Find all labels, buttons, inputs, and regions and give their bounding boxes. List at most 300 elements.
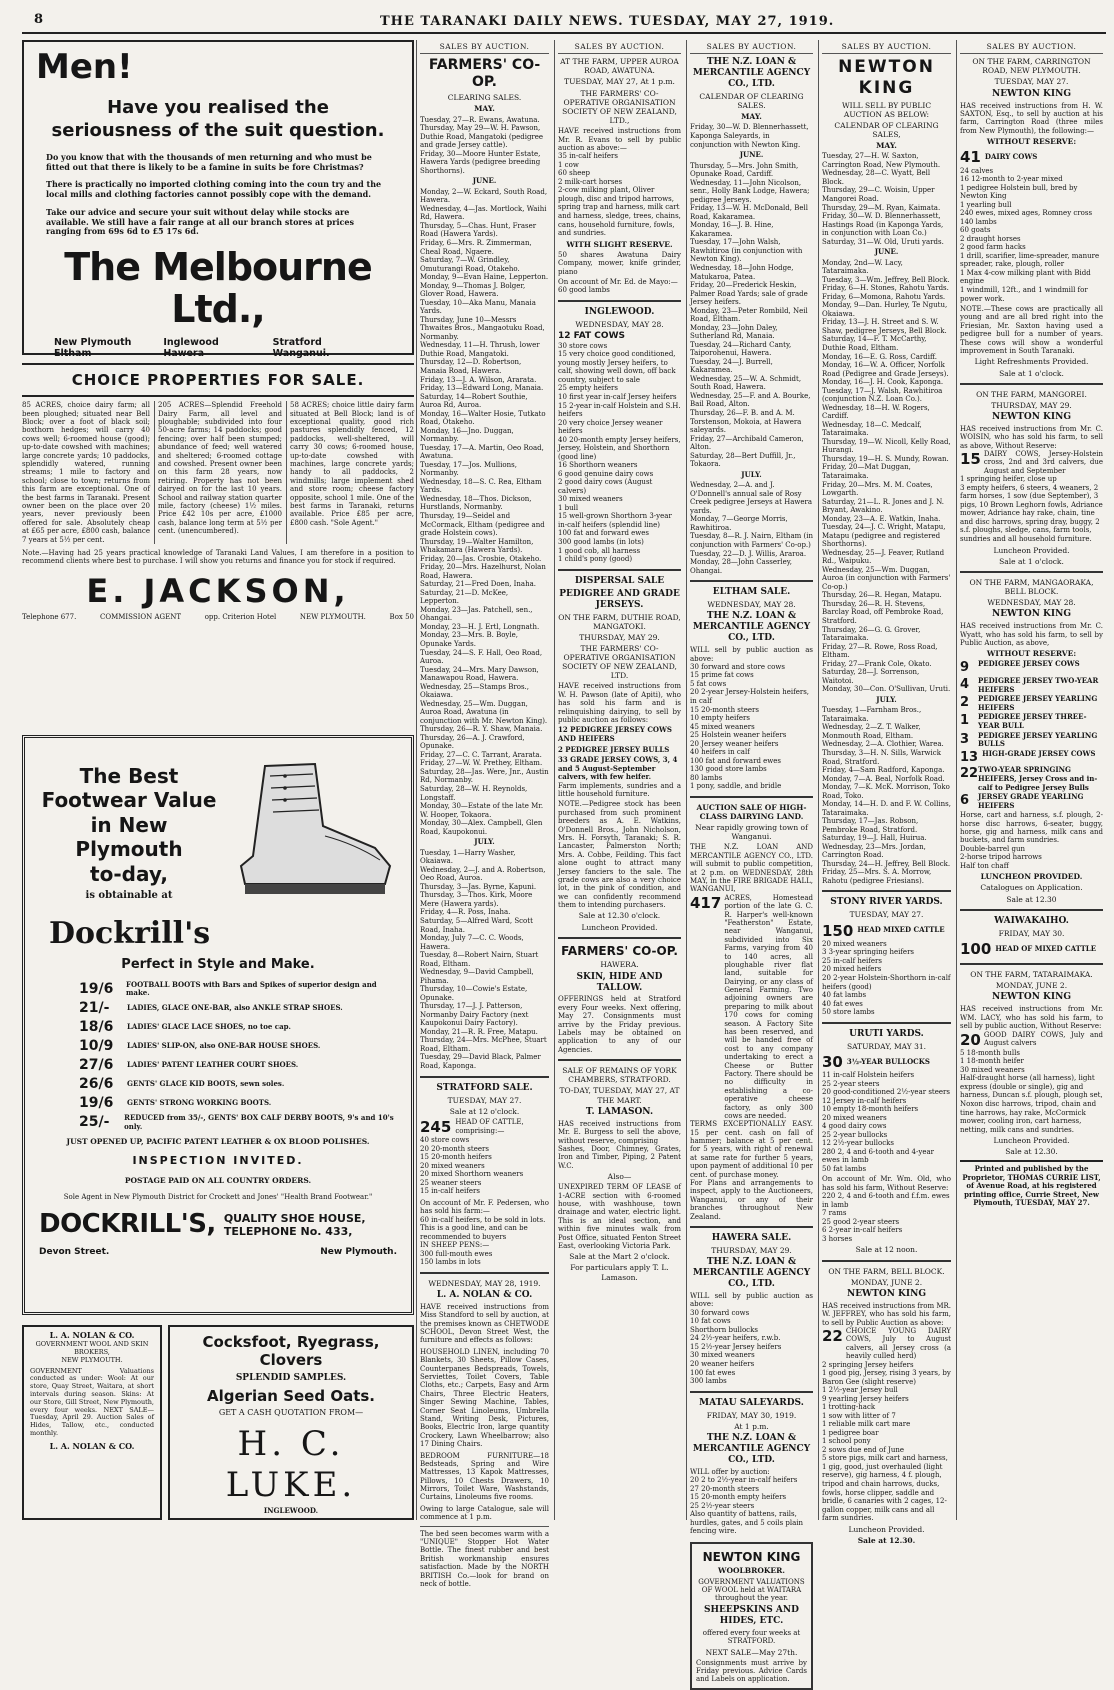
lot-item: 25 2½-year steers [690,1501,755,1510]
sale-entry: Friday, 13—J. H. Street and S. W. Shaw, pedigree Jerseys, Bell Block. [822,318,947,335]
lot-number: 15 [960,450,981,469]
lot-list [960,1049,1103,1134]
lot-item: 1 2½-year Jersey bull [822,1386,898,1395]
ad-para: There is practically no imported clothing coming into the coun try and the local mills and clothing factories cannot possibly cope with the demand. [46,179,382,200]
column-header: SALES BY AUCTION. [960,42,1103,54]
section-title: CHOICE PROPERTIES FOR SALE. [22,363,414,397]
sale-title: SALE OF REMAINS OF YORK CHAMBERS, STRATFORD. [562,1066,677,1085]
lot-item: 1 reliable milk cart mare [822,1420,911,1429]
lot-item: 10 empty heifers [690,714,750,723]
sale-entry: Thursday, 5—Mrs. John Smith, Opunake Road, Cardiff. [690,161,799,179]
lot-text: Half ton chaff [960,861,1009,870]
lot-item: 1 cow [558,160,579,169]
newton-king-wool-ad [690,1542,813,1690]
sale-entry: JUNE. [874,247,899,257]
price-desc: LADIES' PATENT LEATHER COURT SHOES. [127,1060,299,1070]
lot-item: 15 20-month steers [690,705,759,714]
column-header: SALES BY AUCTION. [822,42,951,54]
price-desc: LADIES, GLACE ONE-BAR, also ANKLE STRAP SHOES. [127,1002,343,1012]
sale-entry: Friday, 6—H. Stones, Rahotu Yards. [822,284,949,293]
sale-entry: Wednesday, 18—H. W. Rogers, Cardiff. [822,403,930,421]
section-sub: CALENDAR OF CLEARING SALES. [699,92,804,111]
branch: Wanganui. [272,348,330,360]
auctioneer-title: NEWTON KING [991,88,1072,99]
sale-entry: Monday, 23—A. E. Watkin, Inaha. [822,514,941,523]
lot-item: 1 good cob, all harness [558,546,641,555]
sale-title: WAIWAKAIHO. [994,915,1069,926]
lot-item: 5 store pigs, milk cart and harness, 1 gig, good, just overhauled (light reserve), gig harness, 4 f. plough, tripod and chain harrows, ducks, fowls, horse clipper, saddle and bridle, 6 canaries with 2 cages, 12-gallon copper, milk cans and all farm sundries. [822,1454,948,1523]
sale-time: Sale at 12 noon. [855,1245,918,1255]
lot-item: 1 good pig, Jersey, rising 3 years, by Baron Gee (slight reserve) [822,1369,951,1386]
lot-item: 15 very choice good conditioned, young mostly Jersey heifers, to calf, showing well down, off back country, subject to sale [558,350,676,384]
sale-entry: Monday, 9—Dan. Hurley, Te Ngutu, Okaiawa. [822,301,948,318]
lot-item: 300 full-mouth ewes [420,1249,493,1258]
auction-column-2 [554,40,684,1520]
lot-item: 15 20-month empty heifers [690,1493,787,1502]
sale-entry: Friday, 27—Archibald Cameron, Alton. [690,434,804,452]
lot-row [960,695,1103,712]
lot-item: 50 fat lambs [822,1164,867,1173]
sale-body: HAVE received instructions from Mr. R. Evans to sell by public auction as above:— [558,127,681,152]
header-rule [22,32,1106,34]
branch: Hawera [163,348,205,360]
lot-text: PEDIGREE JERSEY YEARLING HEIFERS [978,694,1098,712]
price-desc: GENTS' STRONG WORKING BOOTS. [127,1098,272,1108]
ad-line: QUALITY SHOE HOUSE, [223,1211,366,1225]
sale-extra: Catalogues on Application. [980,883,1083,893]
lot-text: 60 good lambs [558,286,610,295]
month-label: MAY. [741,112,762,122]
sale-note: NOTE.—These cows are practically all young and are all bred right into the Friesian, Mr. Saxton having used a pedigree bull for a number of years. These cows will show a wonderful improvement in South Taranaki. [960,305,1103,355]
sale-location: AT THE FARM, UPPER AUROA ROAD, AWATUNA. [560,57,679,76]
sale-body: OFFERINGS held at Stratford every Four weeks. Next offering, May 27. Consignments must arrive by the Friday previous. Labels may be obtained on application to any of our Agencies. [558,995,681,1054]
sale-entry: Monday, 2nd—W. Lacy, Tataraimaka. [822,258,903,276]
lot-item: 5 fat cows [690,679,727,688]
sale-body: WILL offer by auction: [690,1467,770,1476]
sale-entry: Wednesday, 18—John Hodge, Matukaroa, Patea. [690,263,794,281]
sale-list [690,123,813,575]
ad-line: in New Plymouth [75,812,183,862]
price-desc: REDUCED from 35/-, GENTS' BOX CALF DERBY BOOTS, 9's and 10's only. [124,1113,394,1131]
lot-item: 240 ewes, mixed ages, Romney cross [960,209,1093,218]
ad-question: Have you realised the seriousness of the suit question. [51,97,385,142]
sale-title: DISPERSAL SALE [574,575,665,586]
sale-title: INGLEWOOD. [584,306,655,317]
lot-item: 40 store cows [420,1136,470,1145]
sale-date: TUESDAY, MAY 27, At 1 p.m. [564,77,675,87]
sale-entry: Friday, 20—Frederick Heskin, Palmer Road Yards; sale of grade Jersey heifers. [690,281,808,307]
sale-entry: Tuesday, 1—Farnham Bros., Tataraimaka. [822,706,922,723]
agent-note: Note.—Having had 25 years practical knowledge of Taranaki Land Values, I am therefore in a position to recommend clients where best to purchase. I will show you returns and finance you for stock if required. [22,548,414,566]
lot-number: 30 [822,1052,843,1071]
sale-date: TUESDAY, MAY 27. [994,77,1069,87]
lot-item: 15 in-calf heifers [420,1187,480,1196]
sale-terms: For Plans and arrangements to inspect, apply to the Auctioneers, Wanganui, or any of their branches throughout New Zealand. [690,1179,813,1221]
sale-entry: Wednesday, 4—Jas. Mortlock, Waihi Rd, Hawera. [420,204,547,222]
lot-item: 100 fat ewes [690,1368,736,1377]
sale-entry: Friday, 30—Moore Hunter Estate, Hawera Yards (pedigree breeding Shorthorns). [420,149,541,175]
sale-extra: Luncheon Provided. [993,545,1070,555]
lot-item: 220 2, 4 and 6-tooth and f.f.m. ewes in lamb [822,1192,950,1209]
lot-item: 15 2½-year Jersey heifers [690,1342,782,1351]
lot-text: Farm implements, sundries and a little household furniture. [558,781,681,799]
lot-item: 150 lambs in lots [420,1258,481,1267]
lot-row [960,713,1103,730]
lot-note: On account of Mr. F. Pedersen, who has sold his farm:— [420,1198,549,1216]
lot-item: 300 lambs [690,1377,727,1386]
lot-item: 1 pedigree Holstein bull, bred by Newton King [960,183,1078,201]
nolan-ad [22,1325,162,1520]
sale-date: FRIDAY, MAY 30, 1919. [706,1410,797,1420]
sale-entry: Monday, 23—H. J. Ertl, Longnath. [420,622,540,631]
sale-entry: Saturday, 14—Robert Southie, Auroa Rd, Auroa. [420,392,528,410]
property-listing: 205 ACRES—Splendid Freehold Dairy Farm, all level and ploughable; subdivided into four 50-acre farms; 14 paddocks; good fencing; over half been stumped; abundance of feed; well watered and sheltered; 6-roomed cottage and cowshed. Present owner been on this farm 28 years, now retiring. Property has not been dairyed on for the last 10 years. School and railway station quarter mile, factory (cheese) 1½ miles. Price £42 10s per acre, £1000 cash, balance long term at 5½ per cent. (unencumbered). [154,401,282,544]
lot-item: 3 horses [822,1234,853,1243]
dockrill-ad [22,735,414,1315]
lot-number: 22 [822,1326,843,1345]
lot-item: 1 windmill, 12ft., and 1 windmill for power work. [960,285,1088,303]
lot-text: DAIRY COWS, Jersey-Holstein cross, 2nd and 3rd calvers, due August and September [983,450,1103,475]
sale-entry: Thursday, 19—H. S. Mundy, Rowan. [822,454,949,463]
sale-entry: Wednesday, 25—Wm. Duggan, Auroa Road, Awatuna (in conjunction with Mr. Newton King). [420,699,548,725]
auctioneer-title: NEWTON KING [838,57,935,98]
lot-item: 12 2½-year bullocks [822,1139,895,1148]
sale-extra: LUNCHEON PROVIDED. [980,872,1083,882]
lot-list [822,940,951,1017]
lot-text: TWO-YEAR SPRINGING HEIFERS, Jersey Cross and in-calf to Pedigree Jersey Bulls [978,765,1098,792]
lot-number: 20 [960,1030,981,1049]
sale-entry: Thursday, 26—R. H. Stevens, Barclay Road, off Pembroke Road, Stratford. [822,599,944,625]
sale-entry: Friday, 25—Mrs. S. A. Morrow, Rahotu (pedigree Friesians). [822,868,932,885]
ad-line: TELEPHONE No. 433, [223,1225,353,1239]
sale-entry: Thursday, 26—R. Y. Shaw, Manaia. [420,725,543,734]
lot-number: 150 [822,921,854,940]
ad-line: JUST OPENED UP, PACIFIC PATENT LEATHER & OX BLOOD POLISHES. [66,1137,370,1147]
sale-title: STRATFORD SALE. [436,1082,533,1093]
lot-list [558,342,681,564]
lot-item: 35 in-calf heifers [558,152,618,161]
sale-title: AUCTION SALE OF HIGH-CLASS DAIRYING LAND. [696,802,807,821]
auction-column-5 [956,40,1106,1520]
auction-column-1 [416,40,552,1588]
sale-entry: Tuesday, 3—Wm. Jeffrey, Bell Block. [822,275,950,284]
lot-item: 11 in-calf Holstein heifers [822,1071,915,1080]
ad-line: The Best [79,764,179,788]
ad-line: SPLENDID SAMPLES. [235,1372,347,1383]
lot-text: GOOD DAIRY COWS, July and August calvers [983,1030,1103,1047]
sale-body: HAS received instructions from Mr. C. Wyatt, who has sold his farm, to sell by Public Auction, as above, [960,622,1103,647]
lot-number: 41 [960,148,981,167]
sale-entry: JULY. [741,469,762,479]
ad-tagline: Perfect in Style and Make. [121,956,315,972]
property-listing: 85 ACRES, choice dairy farm; all been ploughed; situated near Bell Block; over a foot of black soil; boxthorn hedges; will carry 40 cows well; 6-roomed house (good); up-to-date cowshed with machines; large concrete yards; 10 paddocks, splendidly watered, running streams; 1 mile to factory and school; close to town; returns from this farm are exceptional. One of the best farms in Taranaki. Present owner been on the place over 20 years, never previously been offered for sale. Absolutely cheap at £65 per acre, £800 cash, balance 7 years at 5½ per cent. [22,401,150,544]
ad-brand: Dockrill's [49,916,211,952]
lot-item: 6 good genuine dairy cows [558,469,654,478]
sale-entry: Monday, 23—John Daley, Sutherland Rd, Manaia. [690,323,778,341]
page-header [0,0,1114,30]
sale-entry: Thursday, 19—Seidel and McCormack, Eltham (pedigree and grade Holstein cows). [420,512,545,538]
sale-body: Consignments must arrive by Friday previous. Advice Cards and Labels on application. [696,1658,807,1684]
lot-item: 4 good dairy cows [822,1122,887,1131]
agent-loc: opp. Criterion Hotel [204,612,277,621]
lot-item: 15 2-year in-calf Holstein and S.H. heifers [558,401,681,419]
sale-sub: Near rapidly growing town of Wanganui. [695,823,808,842]
ad-body: GOVERNMENT Valuations conducted as under: Wool: At our store, Quay Street, Waitara, at short intervals during season. Skins: At our Store, Gill Street, New Plymouth, every four weeks. NEXT SALE—Tuesday, April 29. Auction Sales of Hides, Tallow, etc., conducted monthly. [30,1366,154,1437]
sale-date: MONDAY, JUNE 2. [995,981,1068,991]
sale-body: HOUSEHOLD LINEN, including 70 Blankets, 30 Sheets, Pillow Cases, Counterpanes Bedspreads, Towels, Serviettes, Toilet Covers, Table Cloths, etc.; Carpets, Easy and Arm Chairs, Three Electric Heaters, Singer Sewing Machine, Tables, Corner Seat Linoleums, Umbrella Stand, Writing Desk, Pictures, Books, Electric Iron, large quantity Crockery, Lawn Wheelbarrow; also 17 Dining Chairs. [420,1347,549,1449]
sale-body: HAS received instructions from H. W. SAXTON, Esq., to sell by auction at his farm, Carrington Road (three miles from New Plymouth), the following:— [960,101,1103,135]
sale-entry: Wednesday, 18—C. Medcalf, Tataraimaka. [822,420,922,438]
sale-entry: Thursday, May 29—W. H. Pawson, Duthie Road, Mangatoki (pedigree and grade Jersey cattle). [420,124,544,150]
sale-entry: Tuesday, 29—David Black, Palmer Road, Kaponga. [420,1053,541,1071]
sale-body: GOVERNMENT VALUATIONS OF WOOL held at WAITARA throughout the year. [698,1577,805,1603]
sale-entry: Monday, 23—Peter Rombild, Neil Road, Eltham. [690,306,808,324]
lot-item: 2 milk-cart horses [558,177,623,186]
sale-entry: Saturday, 28—Bert Duffill, Jr., Tokaora. [690,451,796,469]
lot-item: 2 springing Jersey heifers [822,1360,914,1369]
luke-ad [168,1325,414,1520]
sale-location: ON THE FARM, BELL BLOCK. [828,1266,945,1276]
sale-entry: Monday, 16—J. H. Cook, Kaponga. [822,378,944,387]
lot-item: 20 mixed heifers [822,965,882,974]
sale-entry: Monday, 7—K. McK. Morrison, Toko Road, Toko. [822,783,950,800]
lot-item: 20 mixed weaners [420,1161,485,1170]
sale-body: offered every four weeks at STRATFORD. [702,1628,801,1646]
org-name: THE FARMERS' CO-OPERATIVE ORGANISATION SOCIETY OF NEW ZEALAND, LTD. [562,643,677,681]
lot-text: ACRES, Homestead portion of the late G. C. R. Harper's well-known "Featherston" Estate, near Wanganui, subdivided into Six Farms, varying from 40 to 140 acres, all ploughable river flat land, suitable for Dairying, or any class of General Farming. Two adjoining owners are preparing to milk about 170 cows for coming season. A Factory Site has been reserved, and will be handed free of cost to any company undertaking to erect a Cheese or Butter Factory. There should be no difficulty in establishing a co-operative cheese factory, as only 300 cows are needed. [724,893,813,1120]
sale-entry: Saturday, 21—D. McKee, Lepperton. [420,588,509,606]
sale-also: Also— [607,1172,632,1182]
reserve-note: WITHOUT RESERVE: [986,137,1077,147]
lot-item: 1 sow with litter of 7 [822,1411,896,1420]
sale-date: TUESDAY, MAY 27. [849,910,924,920]
sale-date: NEXT SALE—May 27th. [705,1647,798,1657]
ad-brand-big: DOCKRILL'S, [39,1209,216,1240]
sale-entry: Friday, 20—Mrs. Hazelhurst, Nolan Road, Hawera. [420,563,546,580]
price-row [79,1057,397,1074]
lot-item: 20 good-conditioned 2½-year steers [822,1088,950,1097]
price-row [79,1038,397,1055]
sale-contact: For particulars apply T. L. Lamason. [570,1263,669,1282]
lot-item: 15 20-month heifers [420,1153,492,1162]
sale-time: Sale at 12.30 o'clock. [578,911,661,921]
ad-line: GET A CASH QUOTATION FROM— [218,1407,364,1417]
lot-headline: 12 FAT COWS [558,330,625,341]
lot-number: 4 [960,677,970,693]
sale-entry: Friday, 20—Mrs. M. M. Coates, Lowgarth. [822,480,933,498]
sale-date: TUESDAY, MAY 27. [447,1095,522,1105]
sale-entry: Thursday, 3—Thos. Kirk, Moore Mere (Hawera yards). [420,891,533,908]
section-sub: WOOLBROKER. [718,1566,785,1576]
ad-brand: H. C. LUKE. [225,1423,357,1506]
lot-list [960,167,1103,304]
lot-item: 2 sows due end of June [822,1445,905,1454]
lot-text: Sashes, Door, Chimney, Grates, Iron and Timber, Piping, 2 Patent W.C. [558,1144,681,1170]
sale-body: THE N.Z. LOAN AND MERCANTILE AGENCY CO., LTD. will submit to public competition, at 2 p.m. on WEDNESDAY, 28th MAY, in the FIRE BRIGADE HALL, WANGANUI, [690,843,813,894]
lot-item: 280 2, 4 and 6-tooth and 4-year ewes in lamb [822,1147,934,1165]
sale-entry: Friday, 20—Jas. Crosbie, Otakeho. [420,554,542,563]
lot-number: 6 [960,793,970,809]
lot-item: 20 Jersey weaner heifers [690,739,779,748]
branch: New Plymouth [54,336,132,348]
sale-entry: Thursday, 3—H. N. Sills, Warwick Road, Stratford. [822,748,941,766]
sale-location: HAWERA. [600,960,639,970]
agent-name: E. JACKSON, [86,571,350,610]
sale-date: SATURDAY, MAY 31. [846,1041,927,1051]
lot-item: 7 rams [822,1209,847,1218]
auctioneer-title: L. A. NOLAN & CO. [436,1289,533,1300]
lot-text: JERSEY GRADE YEARLING HEIFERS [978,792,1084,810]
agent-phone: Telephone 677. [22,612,77,621]
lot-item: 45 mixed weaners [690,722,755,731]
sale-entry: Wednesday, 9—David Campbell, Pihama. [420,968,534,985]
sale-time: Sale at 12.30 [1006,894,1057,904]
sale-body: UNEXPIRED TERM OF LEASE of 1-ACRE section with 6-roomed house, with washhouse, town drainage and water, electric light. This is an ideal section, and within five minutes walk from Post Office, situated Fenton Street East, overlooking Victoria Park. [558,1183,681,1250]
lot-item: 24 2½-year heifers, r.w.b. [690,1334,781,1343]
auctioneer-title: THE N.Z. LOAN & MERCANTILE AGENCY CO., LTD. [692,611,811,644]
sale-body: HAS received instructions from Mr. WM. LACY, who has sold his farm, to sell by public auction, Without Reserve: [960,1005,1103,1031]
lot-list [822,1192,951,1243]
sale-body: BEDROOM FURNITURE—18 Bedsteads, Spring and Wire Mattresses, 13 Kapok Mattresses, Pillows, 10 Chests Drawers, 10 Mirrors, Toilet Ware, Washstands, Curtains, Linoleums five rooms. [420,1451,549,1502]
imprint: Printed and published by the Proprietor, THOMAS CURRIE LIST, of Avenue Road, at his registered printing office, Currie Street, New Plymouth, TUESDAY, MAY 27. [960,1160,1103,1207]
auction-column-4 [818,40,954,1545]
lot-item: 30 forward cows [690,1308,750,1317]
sale-entry: Saturday, 21—L. R. Jones and J. N. Bryant, Awakino. [822,497,944,515]
auctioneer-title: FARMERS' CO-OP. [561,943,678,958]
sale-entry: Tuesday, 24—S. F. Hall, Oeo Road, Auroa. [420,648,543,666]
ad-town: New Plymouth. [320,1247,397,1258]
lot-list [558,152,681,237]
lot-item: 1 pedigree boar [822,1428,879,1437]
sale-entry: Friday, 4—R. Poss, Inaha. [420,908,511,917]
sale-entry: Thursday, 17—J. J. Patterson, Normanby Dairy Factory (next Kaupokonui Dairy Factory). [420,1002,529,1028]
sale-entry: Wednesday, 25—Wm. Duggan, Auroa (in conjunction with Farmers' Co-op.) [822,565,951,591]
sale-extra: Luncheon Provided. [581,922,658,932]
sale-extra: Luncheon Provided. [993,1136,1070,1146]
sale-entry: Thursday, 12—D. Robertson, Manaia Road, Hawera. [420,358,522,375]
lot-row [960,750,1103,766]
lot-item: 20 2-year Holstein-Shorthorn in-calf heifers (good) [822,974,951,991]
sale-entry: Monday, 16—J. B. Hine, Kakaramea. [690,221,774,238]
lot-item: 40 20-month empty Jersey heifers, Jersey, Holstein, and Shorthorn (good line) [558,435,681,461]
sale-entry: Saturday, 21—Fred Doen, Inaha. [420,580,537,589]
sale-entry: Saturday, 28—J. Sorrenson, Waitotoi. [822,668,920,685]
price: 18/6 [79,1018,114,1035]
lot-number: 245 [420,1117,452,1136]
sale-entry: Saturday, 14—F. T. McCarthy, Duthie Road, Eltham. [822,335,927,352]
lot-item: 100 fat and forward ewes [690,756,782,765]
lot-item: 20 mixed weaners [822,939,887,948]
sale-entry: Monday, 16—Walter Hosie, Tutkato Road, Otakeho. [420,409,546,427]
sale-entry: Wednesday, 11—John Nicolson, senr., Holly Bank Lodge, Hawera; pedigree Jerseys. [690,178,810,204]
sale-entry: Thursday, 5—Chas. Hunt, Fraser Road (Hawera Yards). [420,221,537,239]
lot-headline: 2 PEDIGREE JERSEY BULLS [558,744,670,754]
lot-number: 100 [960,939,992,958]
sale-entry: Friday, 13—Edward Long, Manaia. [420,384,544,393]
sale-extra: Luncheon Provided. [848,1524,925,1534]
sale-entry: Monday, 23—Jas. Patchell, sen., Ohangai. [420,605,533,623]
lot-item: 100 fat and forward ewes [558,529,650,538]
sale-entry: Monday, 16—Jno. Duggan, Normanby. [420,426,514,444]
lot-item: 15 well-grown Shorthorn 3-year in-calf heifers (splendid line) [558,512,672,529]
sale-entry: JUNE. [739,150,764,160]
sale-body: The bed seen becomes warm with a "UNIQUE" Stopper Hot Water Bottle. The finest rubber and best British workmanship ensures satisfaction. Made by the NORTH BRITISH Co.—look for brand on neck of bottle. [420,1526,549,1589]
sale-entry: Thursday, 29—C. Woisin, Upper Mangorei Road. [822,186,935,203]
lot-item: 30 store cows [558,341,608,350]
sale-entry: Wednesday, 18—S. C. Rea, Eltham Yards. [420,477,542,495]
sale-entry: Saturday, 19—J. Hall, Huirua. [822,834,927,843]
section-sub: CLEARING SALES. [447,93,522,103]
sale-entry: Wednesday, 25—J. Feaver, Rutland Rd., Waipuku. [822,548,945,566]
sale-entry: Tuesday, 24—J. Burrell, Kakaramea. [690,357,773,375]
sale-title: HAWERA SALE. [711,1233,792,1243]
reserve-note: WITH SLIGHT RESERVE. [566,239,673,249]
sale-entry: Wednesday, 25—F. and A. Bourke, Bail Road, Alton. [690,391,811,409]
sale-title: MATAU SALEYARDS. [699,1397,804,1408]
sale-date: MONDAY, JUNE 2. [850,1277,923,1287]
ad-line: POSTAGE PAID ON ALL COUNTRY ORDERS. [124,1175,312,1185]
sale-entry: Wednesday, 2—Z. T. Walker, Monmouth Road, Eltham. [822,723,921,740]
sale-entry: Monday, 9—Evan Haine, Lepperton. [420,273,549,282]
sale-time: At 1 p.m. [734,1421,769,1431]
lot-item: 6 2-year in-calf heifers [822,1226,903,1235]
lot-list [690,663,813,791]
ad-line: INSPECTION INVITED. [132,1154,304,1168]
sale-entry: Thursday, June 10—Messrs Thwaites Bros., Mangaotuku Road, Normanby. [420,315,545,341]
lot-text: PEDIGREE JERSEY THREE-YEAR BULL [978,712,1087,730]
lot-note: On account of Mr. Wm. Old, who has sold his farm, Without Reserve: [822,1175,951,1192]
auctioneer-title: THE N.Z. LOAN & MERCANTILE AGENCY CO., LTD. [692,1432,811,1465]
price-desc: LADIES' SLIP-ON, also ONE-BAR HOUSE SHOES. [127,1041,321,1051]
lot-item: 1 springing heifer, close up [960,475,1057,484]
sale-entry: Tuesday, 17—A. Martin, Oeo Road, Awatuna. [420,443,544,461]
lot-text: HIGH-GRADE JERSEY COWS [982,748,1096,758]
lot-headline: 33 GRADE JERSEY COWS, 3, 4 and 5 August-September calvers, with few heifer. [558,755,678,782]
auctioneer-title: NEWTON KING [991,992,1072,1003]
sale-time: Sale at 12 o'clock. [449,1106,520,1116]
branch: Stratford [272,336,322,348]
org-name: THE FARMERS' CO-OPERATIVE ORGANISATION SOCIETY OF NEW ZEALAND, LTD., [562,88,677,125]
sale-entry: Thursday, 3—Jas. Byrne, Kapuni. [420,882,537,891]
auction-column-3 [686,40,816,1684]
lot-item: IN SHEEP PENS:— [420,1241,490,1250]
auctioneer-title: THE N.Z. LOAN & MERCANTILE AGENCY CO., LTD. [692,1257,811,1290]
lot-item: 12 Jersey in-calf heifers [822,1096,907,1105]
lot-item: 20 mixed Shorthorn weaners [420,1170,524,1179]
lot-item: Shorthorn bullocks [690,1325,758,1334]
month-label: MAY. [876,141,897,151]
auctioneer-title: NEWTON KING [702,1549,801,1564]
sale-entry: Friday, 6—Mrs. R. Zimmerman, Cheal Road, Ngaere. [420,239,532,256]
sale-title: SHEEPSKINS AND HIDES, ETC. [704,1604,799,1626]
sale-body: HAS received instructions from MR. W. JEFFREY, who has sold his farm, to sell by Public Auction as above: [822,1301,951,1327]
sale-entry: Monday, 16—E. G. Ross, Cardiff. [822,352,937,361]
lot-row [960,677,1103,694]
ad-line: Algerian Seed Oats. [206,1386,375,1405]
lot-item: 60 in-calf heifers, to be sold in lots. This is a good line, and can be recommended to buyers [420,1215,546,1241]
property-listing: 58 ACRES; choice little dairy farm situated at Bell Block; land is of exceptional quality, good rich pastures splendidly fenced, 12 paddocks, well-sheltered, will carry 30 cows; 6-roomed house, up-to-date cowshed with machines, large concrete yards; handy to all paddocks, 2 windmills; large implement shed and store room; cheese factory opposite, school 1 mile. One of the best farms in Taranaki, returns available. Price £85 per acre, £800 cash. "Sole Agent." [286,401,414,544]
sale-entry: Wednesday, 28—C. Wyatt, Bell Block. [822,169,931,186]
auctioneer-title: NEWTON KING [991,411,1072,422]
lot-number: 9 [960,660,970,676]
lot-text: Double-barrel gun [960,844,1026,853]
sale-list [822,152,951,885]
sale-entry: Thursday, 17—Jas. Robson, Pembroke Road, Stratford. [822,817,919,834]
lot-item: 9 yearling Jersey heifers [822,1394,909,1403]
ad-sub: NEW PLYMOUTH. [61,1355,123,1364]
sale-entry: Tuesday, 24—J. C. Wright, Matapu, Matapu (pedigree and registered Shorthorns). [822,523,946,549]
lot-list [420,1216,549,1267]
